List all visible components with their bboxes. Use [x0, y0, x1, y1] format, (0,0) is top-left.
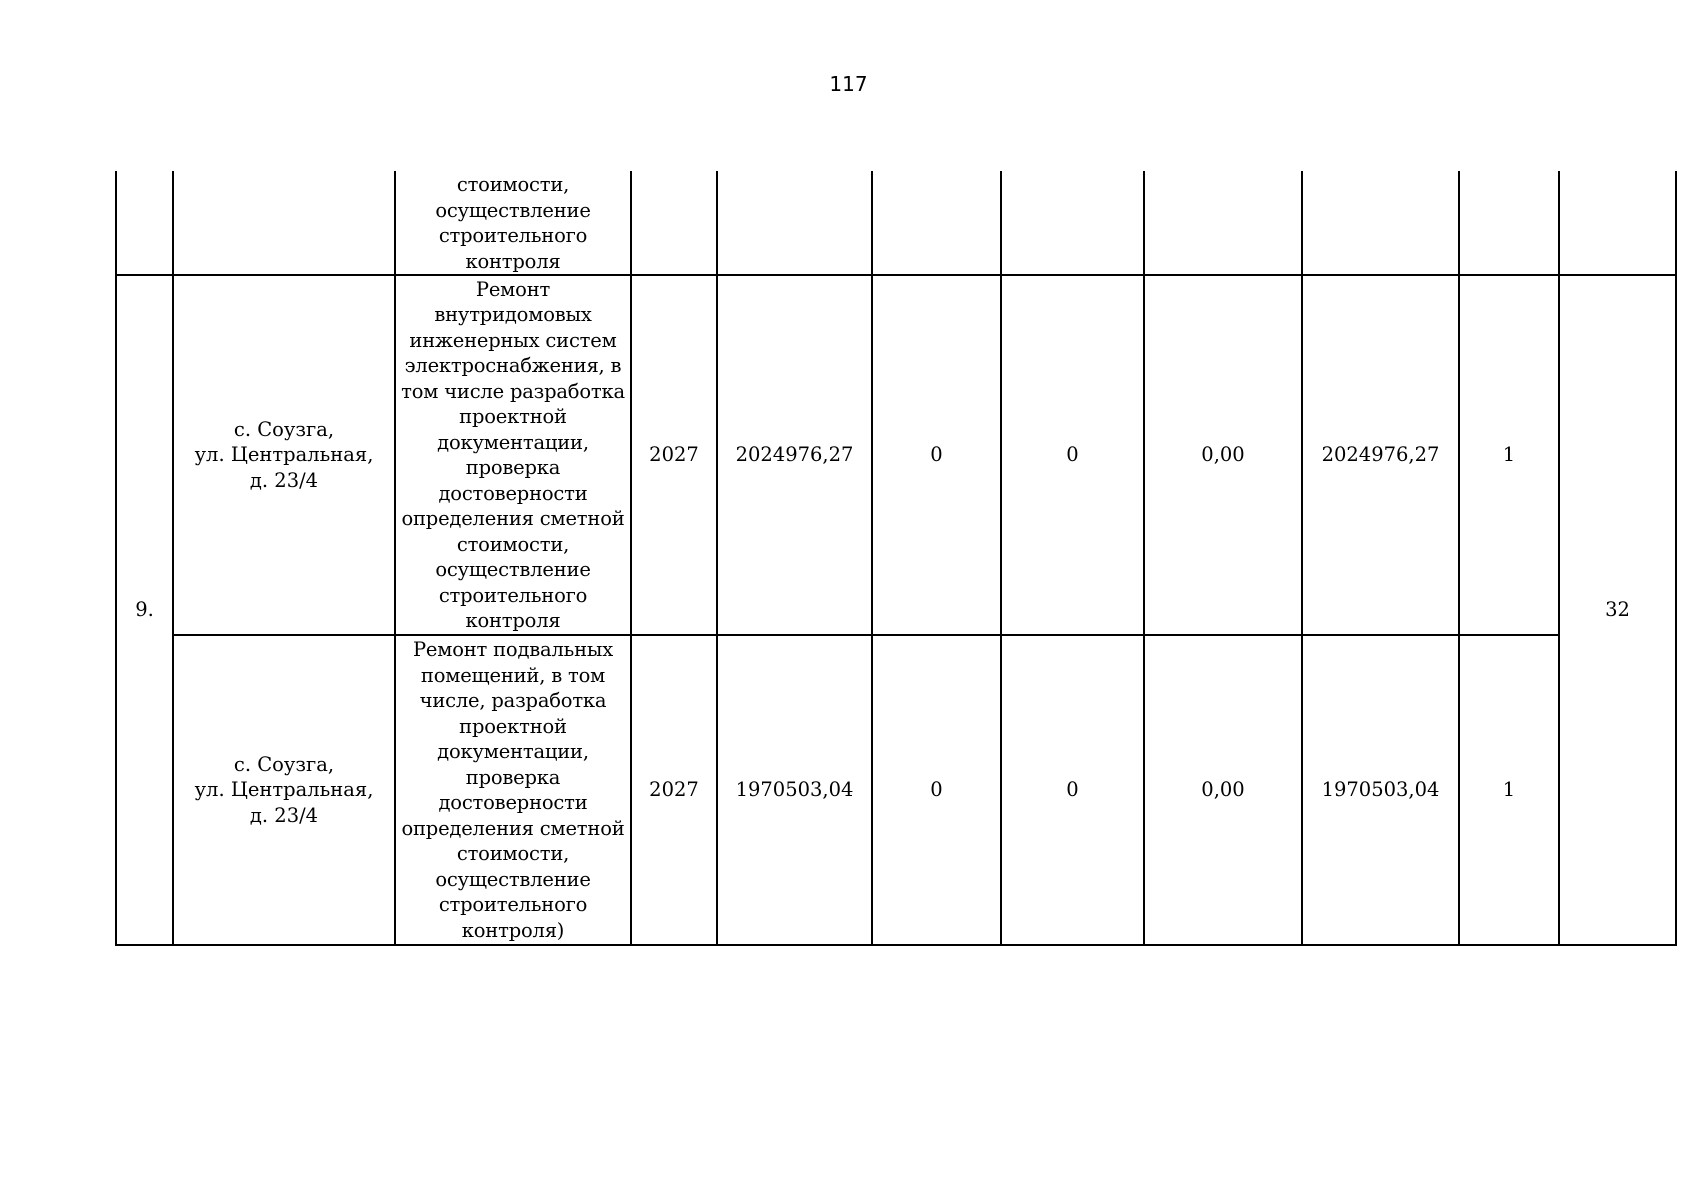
- work-type-cell: [395, 275, 631, 635]
- page-number: 117: [829, 72, 868, 96]
- group-number-cell: 9.: [116, 275, 173, 945]
- address-cell: [173, 171, 395, 275]
- value-cell-2: 0: [1001, 635, 1144, 945]
- value-cell-2: 0: [1001, 275, 1144, 635]
- work-type-text: Ремонт подвальных помещений, в том числе, разработка проектной документации, проверка достоверности определения сметной стоимости, осуществление строительного контроля): [401, 638, 625, 942]
- address-text: с. Соузга, ул. Центральная, д. 23/4: [194, 752, 374, 827]
- address-cell: [173, 635, 395, 945]
- table-row: [116, 275, 1676, 635]
- year-cell: 2027: [631, 635, 717, 945]
- table-row: [116, 635, 1676, 945]
- value-cell-3: 0,00: [1144, 275, 1302, 635]
- value-cell-4: 1970503,04: [1302, 635, 1459, 945]
- cost-cell: 1970503,04: [717, 635, 872, 945]
- year-cell: 2027: [631, 275, 717, 635]
- count-cell: 1: [1459, 275, 1559, 635]
- table-row-continuation: [116, 171, 1676, 275]
- works-table: [115, 171, 1677, 946]
- group-total-cell: 32: [1559, 275, 1676, 945]
- cost-cell: [717, 171, 872, 275]
- total-cell: [1559, 171, 1676, 275]
- value-cell-3: [1144, 171, 1302, 275]
- work-type-cell: [395, 171, 631, 275]
- work-type-cell: [395, 635, 631, 945]
- number-cell: [116, 171, 173, 275]
- value-cell-4: 2024976,27: [1302, 275, 1459, 635]
- value-cell-1: [872, 171, 1001, 275]
- value-cell-3: 0,00: [1144, 635, 1302, 945]
- cost-cell: 2024976,27: [717, 275, 872, 635]
- work-type-text: стоимости, осуществление строительного контроля: [435, 173, 591, 273]
- address-text: с. Соузга, ул. Центральная, д. 23/4: [194, 417, 374, 492]
- count-cell: [1459, 171, 1559, 275]
- value-cell-1: 0: [872, 635, 1001, 945]
- value-cell-2: [1001, 171, 1144, 275]
- value-cell-4: [1302, 171, 1459, 275]
- address-cell: [173, 275, 395, 635]
- count-cell: 1: [1459, 635, 1559, 945]
- work-type-text: Ремонт внутридомовых инженерных систем электроснабжения, в том числе разработка проектной документации, проверка достоверности определения сметной стоимости, осуществление строительного контроля: [401, 277, 625, 632]
- value-cell-1: 0: [872, 275, 1001, 635]
- year-cell: [631, 171, 717, 275]
